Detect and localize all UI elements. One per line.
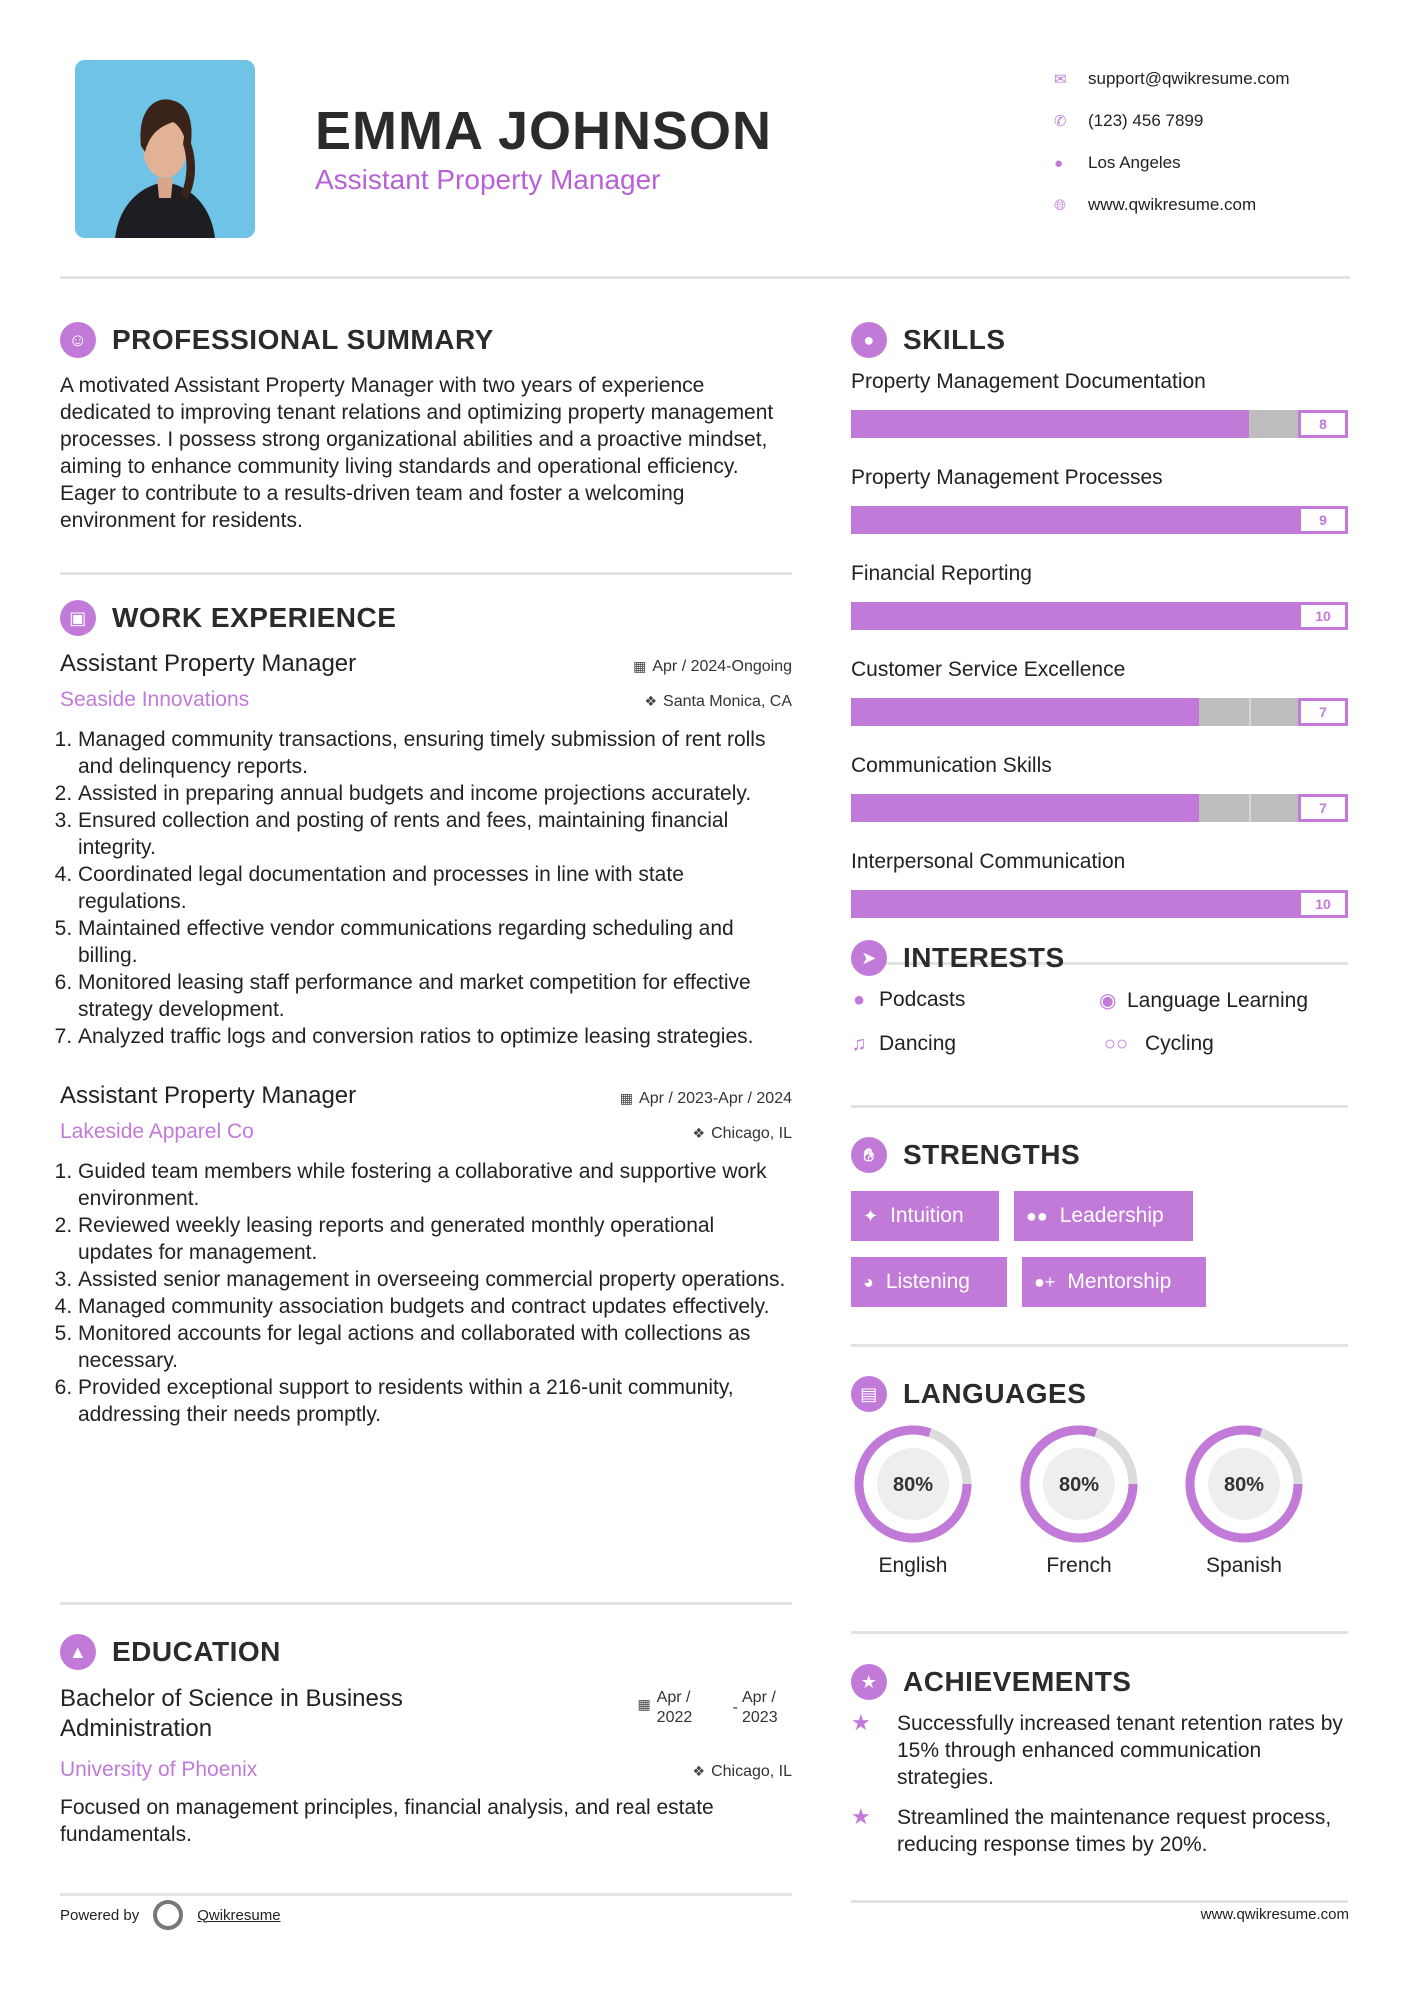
education-description: Focused on management principles, financial analysis, and real estate fundamentals. [60,1796,714,1846]
bicycle-icon: ○○ [1103,1032,1129,1055]
skill-item [851,850,1348,918]
interests-section [851,940,1348,1120]
skill-bar-tick [1249,698,1251,726]
contact-phone[interactable]: ✆ (123) 456 7899 [1050,100,1370,142]
skill-bar-fill [851,410,1249,438]
list-item: 6. Monitored leasing staff performance and market competition for effective strategy development. [78,969,792,1023]
degree-title: Bachelor of Science in Business Administration [60,1685,403,1742]
profile-photo [75,60,255,238]
list-item: 5. Monitored accounts for legal actions and collaborated with collections as necessary. [78,1320,792,1374]
skill-bar-tick [1249,794,1251,822]
graduation-cap-icon: ▲ [60,1634,96,1670]
language-donut [1017,1422,1141,1546]
star-icon: ★ [851,1710,871,1735]
powered-by: Powered by Qwikresume [60,1900,281,1930]
school-name: University of Phoenix [60,1758,258,1781]
strength-leadership: ●● Leadership [1014,1191,1193,1241]
pin-icon: ❖ [692,1125,706,1141]
skill-item [851,370,1348,438]
interest-podcasts: ● Podcasts [852,988,966,1011]
users-icon: ●● [1026,1205,1048,1226]
language-percent: 80% [1223,1474,1265,1496]
skill-name: Interpersonal Communication [851,850,1126,873]
list-item: 6. Provided exceptional support to residents within a 216-unit community, addressing their needs promptly. [78,1374,792,1428]
strength-mentorship: ●+ Mentorship [1022,1257,1206,1307]
skill-item [851,466,1348,534]
skill-bar [851,890,1348,918]
job-responsibilities [60,1158,792,1428]
pin-icon: ❖ [644,693,658,709]
skill-item [851,754,1348,822]
skill-bar [851,794,1348,822]
achievements-heading: ★ ACHIEVEMENTS [851,1664,1348,1700]
footer-site-link[interactable]: www.qwikresume.com [1200,1906,1349,1923]
skill-score: 10 [1298,890,1348,918]
lightbulb-icon: ● [851,322,887,358]
user-plus-icon: ●+ [1034,1271,1056,1292]
skill-score: 7 [1298,698,1348,726]
list-item: 2. Assisted in preparing annual budgets and income projections accurately. [78,780,792,807]
footer-divider [60,1893,792,1896]
list-item: 1. Guided team members while fostering a collaborative and supportive work environment. [78,1158,792,1212]
globe-icon: ◉ [1099,990,1117,1012]
list-item: 5. Maintained effective vendor communications regarding scheduling and billing. [78,915,792,969]
languages-heading: ▤ LANGUAGES [851,1376,1348,1412]
language-item [1182,1422,1306,1578]
language-name: Spanish [1206,1554,1282,1577]
headphones-icon: ◕ [863,1271,874,1292]
interest-cycling: ○○ Cycling [1099,1032,1214,1056]
skill-bar [851,602,1348,630]
section-divider [851,1105,1348,1108]
skill-score: 7 [1298,794,1348,822]
job-responsibilities [60,726,792,1050]
location-pin-icon: ● [1054,154,1064,172]
list-item: 4. Managed community association budgets and contract updates effectively. [78,1293,792,1320]
education-heading: ▲ EDUCATION [60,1634,792,1670]
strength-listening: ◕ Listening [851,1257,1007,1307]
envelope-icon: ✉ [1054,71,1067,88]
list-item: 3. Ensured collection and posting of rents and fees, maintaining financial integrity. [78,807,792,861]
skill-score: 8 [1298,410,1348,438]
languages-section [851,1376,1348,1636]
interest-language-learning: ◉ Language Learning [1099,988,1309,1012]
summary-section [60,322,792,575]
briefcase-icon: ▣ [60,600,96,636]
calendar-icon: ▦ [619,1090,634,1106]
skill-score: 9 [1298,506,1348,534]
magic-wand-icon: ✦ [863,1205,879,1226]
education-location: ❖ Chicago, IL [692,1763,792,1780]
education-section [60,1634,792,1848]
skill-bar-fill [851,698,1199,726]
strengths-heading: ✋︎ STRENGTHS [851,1137,1348,1173]
section-divider [60,1602,792,1605]
candidate-role: Assistant Property Manager [315,164,661,195]
avatar [75,60,255,238]
contact-email[interactable]: ✉ support@qwikresume.com [1050,58,1370,100]
skill-name: Financial Reporting [851,562,1032,585]
list-item: 1. Managed community transactions, ensuring timely submission of rent rolls and delinquency reports. [78,726,792,780]
language-name: English [878,1554,948,1577]
skill-score: 10 [1298,602,1348,630]
star-badge-icon: ★ [851,1664,887,1700]
list-item: 4. Coordinated legal documentation and processes in line with state regulations. [78,861,792,915]
contact-location: ● Los Angeles [1050,142,1370,184]
job-entry [60,650,792,1050]
achievement-item: ★ Streamlined the maintenance request process, reducing response times by 20%. [851,1804,1332,1856]
list-item: 2. Reviewed weekly leasing reports and generated monthly operational updates for management. [78,1212,792,1266]
job-dates: ▦ Apr / 2023-Apr / 2024 [619,1090,792,1107]
skill-bar-fill [851,794,1199,822]
skill-name: Customer Service Excellence [851,658,1126,681]
achievement-item: ★ Successfully increased tenant retention rates by 15% through enhanced communication strategies. [851,1710,1343,1789]
company-name: Lakeside Apparel Co [60,1120,254,1143]
pin-icon: ❖ [692,1763,706,1779]
education-dates: ▦ Apr / 2022 - Apr / 2023 [637,1689,778,1726]
skill-bar-fill [851,506,1298,534]
section-divider [851,1631,1348,1634]
language-donut [1182,1422,1306,1546]
star-icon: ★ [851,1804,871,1829]
job-location: ❖ Santa Monica, CA [644,693,792,710]
footer-divider-right [851,1900,1348,1903]
strengths-section [851,1137,1348,1347]
contact-website[interactable]: 🌐︎ www.qwikresume.com [1050,184,1370,226]
fist-icon: ✋︎ [851,1137,887,1173]
contact-list [1050,58,1370,226]
skill-bar [851,698,1348,726]
skill-name: Property Management Documentation [851,370,1206,393]
music-note-icon: ♫ [851,1032,867,1055]
language-icon: ▤ [851,1376,887,1412]
job-location: ❖ Chicago, IL [692,1125,792,1142]
job-entry [60,1082,792,1428]
language-percent: 80% [1058,1474,1100,1496]
language-percent: 80% [892,1474,934,1496]
language-item [1017,1422,1141,1578]
list-item: 7. Analyzed traffic logs and conversion ratios to optimize leasing strategies. [78,1023,792,1050]
job-title: Assistant Property Manager [60,650,357,677]
section-divider [60,572,792,575]
job-title: Assistant Property Manager [60,1082,357,1109]
paper-plane-icon: ➤ [851,940,887,976]
skill-bar-fill [851,602,1348,630]
skills-heading: ● SKILLS [851,322,1348,358]
globe-icon: 🌐︎ [1054,196,1067,214]
section-divider [851,1344,1348,1347]
company-name: Seaside Innovations [60,688,250,711]
calendar-icon: ▦ [633,658,647,674]
strength-intuition: ✦ Intuition [851,1191,999,1241]
microphone-icon: ● [852,988,866,1011]
interests-heading: ➤ INTERESTS [851,940,1348,976]
achievements-section [851,1664,1348,1864]
header-divider [60,276,1350,279]
skills-section [851,322,1348,965]
brand-link[interactable]: Qwikresume [197,1906,281,1924]
skill-bar-fill [851,890,1348,918]
skill-item [851,562,1348,630]
summary-heading: ☺ PROFESSIONAL SUMMARY [60,322,792,358]
skill-bar [851,506,1348,534]
language-name: French [1046,1554,1112,1577]
user-icon: ☺ [60,322,96,358]
calendar-icon: ▦ [637,1696,651,1712]
experience-heading: ▣ WORK EXPERIENCE [60,600,792,636]
skill-bar [851,410,1348,438]
qwikresume-logo-icon [153,1900,183,1930]
summary-text: A motivated Assistant Property Manager with two years of experience dedicated to improving tenant relations and optimizing property management processes. I possess strong organizational abilities and a proactive mindset, aiming to enhance community living standards and operational efficiency. Eager to contribute to a results-driven team and foster a welcoming environment for residents. [60,374,774,532]
experience-section [60,600,792,1428]
skill-name: Property Management Processes [851,466,1163,489]
skills-list [851,370,1348,918]
interest-dancing: ♫ Dancing [851,1032,957,1055]
list-item: 3. Assisted senior management in overseeing commercial property operations. [78,1266,792,1293]
skill-name: Communication Skills [851,754,1052,777]
candidate-name: EMMA JOHNSON [315,101,773,161]
phone-icon: ✆ [1054,113,1067,130]
skill-item [851,658,1348,726]
language-item [851,1422,975,1578]
job-dates: ▦ Apr / 2024-Ongoing [633,658,792,675]
language-donut [851,1422,975,1546]
